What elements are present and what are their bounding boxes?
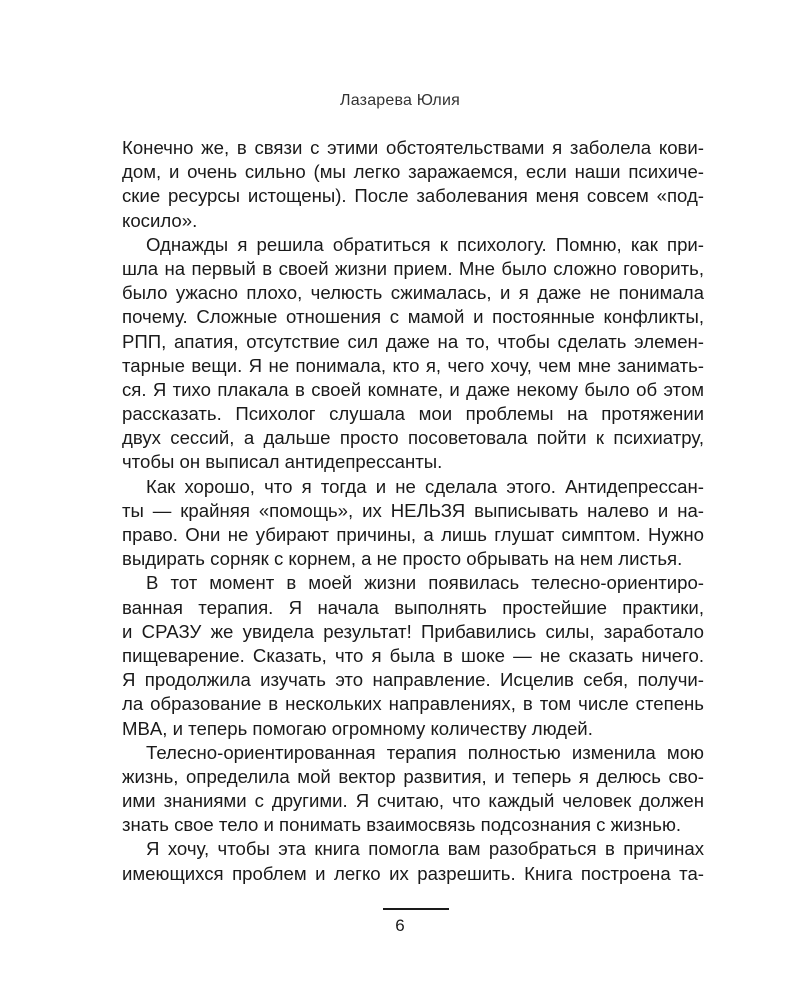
text-line: право. Они не убирают причины, а лишь глушат симптом. Нужно (122, 524, 704, 545)
text-line: ванная терапия. Я начала выполнять простейшие практики, (122, 596, 704, 618)
text-line: ты — крайняя «помощь», их НЕЛЬЗЯ выписывать налево и на- (122, 499, 704, 521)
running-head: Лазарева Юлия (340, 92, 460, 109)
text-line: В тот момент в моей жизни появилась телесно-ориентиро- (146, 572, 704, 594)
text-line: Я хочу, чтобы эта книга помогла вам разобраться в причинах (146, 838, 704, 860)
text-line: Как хорошо, что я тогда и не сделала этого. Антидепрессан- (146, 475, 704, 497)
text-line: выдирать сорняк с корнем, а не просто обрывать на нем листья. (122, 548, 683, 570)
text-line: двух сессий, а дальше просто посоветовала пойти к психиатру, (122, 427, 704, 449)
text-line: имеющихся проблем и легко их разрешить. Книга построена та- (122, 862, 704, 884)
text-line: ские ресурсы истощены). После заболевания меня совсем «под- (122, 185, 704, 207)
text-line: ся. Я тихо плакала в своей комнате, и даже некому было об этом (122, 378, 704, 400)
page-number: 6 (395, 916, 405, 935)
text-line: знать свое тело и понимать взаимосвязь подсознания с жизнью. (122, 814, 682, 836)
text-line: было ужасно плохо, челюсть сжималась, и я даже не понимала (122, 282, 704, 304)
text-line: ими знаниями с другими. Я считаю, что каждый человек должен (122, 790, 704, 812)
text-line: ла образование в нескольких направлениях, в том числе степень (122, 693, 704, 715)
text-line: и СРАЗУ же увидела результат! Прибавились силы, заработало (122, 620, 704, 642)
text-line: тарные вещи. Я не понимала, кто я, чего хочу, чем мне занимать- (122, 354, 704, 376)
text-line: Я продолжила изучать это направление. Исцелив себя, получи- (122, 669, 704, 691)
text-line: шла на первый в своей жизни прием. Мне было сложно говорить, (122, 257, 704, 279)
text-line: рассказать. Психолог слушала мои проблемы на протяжении (122, 403, 704, 425)
text-line: дом, и очень сильно (мы легко заражаемся, если наши психиче- (122, 161, 704, 183)
text-line: жизнь, определила мой вектор развития, и теперь я делюсь сво- (122, 765, 704, 787)
text-line: косило». (122, 209, 198, 231)
text-line: Однажды я решила обратиться к психологу. Помню, как при- (146, 233, 704, 255)
text-line: чтобы он выписал антидепрессанты. (122, 451, 443, 473)
text-line: Конечно же, в связи с этими обстоятельствами я заболела кови- (122, 137, 704, 158)
body-text (122, 136, 704, 886)
text-line: почему. Сложные отношения с мамой и постоянные конфликты, (122, 306, 704, 328)
text-line: РПП, апатия, отсутствие сил даже на то, чтобы сделать элемен- (122, 330, 704, 352)
text-line: Телесно-ориентированная терапия полностью изменила мою (146, 741, 704, 763)
text-line: MBA, и теперь помогаю огромному количеству людей. (122, 717, 593, 739)
footer-rule (383, 908, 449, 910)
text-line: пищеварение. Сказать, что я была в шоке — не сказать ничего. (122, 644, 704, 666)
